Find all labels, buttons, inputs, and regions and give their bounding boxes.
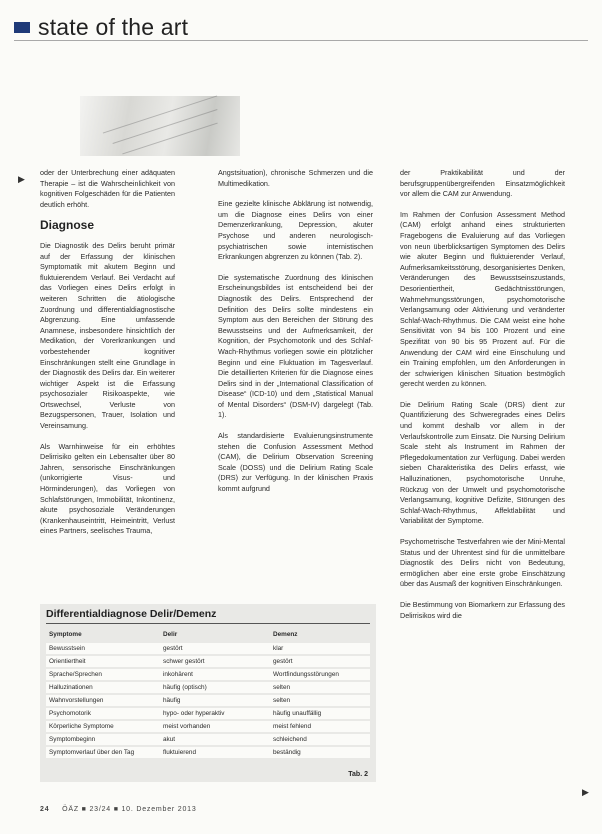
table-cell: beständig	[270, 747, 370, 758]
table-cell: klar	[270, 643, 370, 654]
table-row	[46, 695, 370, 706]
table-cell: häufig	[160, 695, 270, 706]
journal-issue: ÖÄZ ■ 23/24 ■ 10. Dezember 2013	[62, 806, 197, 813]
column-header: Delir	[163, 631, 178, 638]
table-row	[46, 669, 370, 680]
table-cell: akut	[160, 734, 270, 745]
table-row	[46, 643, 370, 654]
table-cell: häufig unauffällig	[270, 708, 370, 719]
table-cell: gestört	[270, 656, 370, 667]
article-photo	[80, 96, 240, 156]
paragraph: Eine gezielte klinische Abklärung ist notwendig, um die Diagnose eines Delirs von einer Demenzerkrankung, Depression, akuter Psychose und anderen neurologisch-psychiatrischen sowie internistischen Erkrankungen abgrenzen zu können (Tab. 2).	[218, 199, 373, 262]
table-cell: Wortfindungsstörungen	[270, 669, 370, 680]
section-title: state of the art	[38, 14, 189, 40]
table-cell: Psychomotorik	[46, 708, 160, 719]
header-square	[14, 22, 30, 33]
table-cell: Symptomverlauf über den Tag	[46, 747, 160, 758]
table-cell: selten	[270, 695, 370, 706]
paragraph: Die systematische Zuordnung des klinischen Erscheinungsbildes ist entscheidend bei der Diagnostik des Delirs. Entsprechend der Definition des Delirs sollte mindestens ein Symptom aus den Bereichen der Störung des Bewusstseins und der Aufmerksamkeit, der Kognition, der Psychomotorik und des Schlaf-Wach-Rhythmus vorliegen sowie ein plötzlicher Beginn und eine Fluktuation im Tagesverlauf. Die detaillierten Kriterien für die Diagnose eines Delirs sind in der „International Classification of Disease“ (ICD-10) und dem „Statistical Manual of Mental Disorders“ (DSM-IV) dargelegt (Tab. 1).	[218, 272, 373, 420]
table-title-rule	[46, 623, 370, 624]
paragraph: Im Rahmen der Confusion Assessment Method (CAM) erfolgt anhand eines strukturierten Fragebogens die Evaluierung auf das Vorliegen von neun überblicksartigen Symptomen des Delirs wie akuter Beginn und fluktuierender Verlauf, Aufmerksamkeitsstörung, desorganisiertes Denken, Veränderungen des Bewusstseinszustands, Desorientiertheit, Gedächtnisstörungen, Wahrnehmungsstörungen, psychomotorische Verlangsamung oder Aktivierung und veränderter Schlaf-Wach-Rhythmus. Die CAM weist eine hohe Sensitivität von 94 bis 100 Prozent und eine Spezifität von 90 bis 95 Prozent auf. Für die Anwendung der CAM wird eine Einschulung und ein Training empfohlen, um den Anforderungen in der schwierigen klinischen Situation bestmöglich gerecht werden zu können.	[400, 209, 565, 389]
table-cell: häufig (optisch)	[160, 682, 270, 693]
paragraph: Psychometrische Testverfahren wie der Mini-Mental Status und der Uhrentest sind für die unmittelbare Diagnostik des Delirs nicht von Bedeutung, ermöglichen aber eine erste grobe Einschätzung über das Ausmaß der kognitiven Einschränkungen.	[400, 537, 565, 589]
table-cell: meist vorhanden	[160, 721, 270, 732]
paragraph: Als Warnhinweise für ein erhöhtes Delirrisiko gelten ein Lebensalter über 80 Jahren, sensorische Einschränkungen (unkorrigierte Visus- und Hörminderungen), das Vorliegen von Schlafstörungen, Immobilität, Inkontinenz, akute psychosoziale Veränderungen (Krankenhauseintritt, Heimeintritt, Verlust eines Partners, seelisches Trauma,	[40, 441, 175, 536]
table-cell: selten	[270, 682, 370, 693]
page-number: 24	[40, 806, 50, 813]
paragraph: der Praktikabilität und der berufsgruppenübergreifenden Einsatzmöglichkeit vor allem die CAM zur Anwendung.	[400, 168, 565, 199]
text-column-2	[218, 168, 373, 505]
table-cell: Halluzinationen	[46, 682, 160, 693]
text-column-1	[40, 168, 175, 547]
table-cell: schleichend	[270, 734, 370, 745]
paragraph: Die Delirium Rating Scale (DRS) dient zur Quantifizierung des Schweregrades eines Delirs und kommt deshalb vor allem in der Verlaufskontrolle zum Einsatz. Die Nursing Delirium Scale steht als Instrument im Rahmen der Pflegedokumentation zur Verfügung. Dabei werden sieben Charakteristika des Delirs erfasst, wie Halluzinationen, psychomotorische Unruhe, Rückzug von der Umwelt und psychomotorische Verlangsamung, kognitive Defizite, Störungen des Schlaf-Wach-Rhythmus, Affektlabilität und Variabilität der Symptome.	[400, 399, 565, 526]
text-column-3	[400, 168, 565, 631]
paragraph: oder der Unterbrechung einer adäquaten Therapie – ist die Wahrscheinlichkeit von kognitiven Folgeschäden für die Patienten deutlich erhöht.	[40, 168, 175, 209]
table-label: Tab. 2	[348, 771, 368, 778]
table-cell: Bewusstsein	[46, 643, 160, 654]
table-row	[46, 747, 370, 758]
table-row	[46, 708, 370, 719]
paragraph: Angstsituation), chronische Schmerzen und die Multimedikation.	[218, 168, 373, 188]
table-cell: Orientiertheit	[46, 656, 160, 667]
continuation-marker-icon: ▶	[582, 787, 589, 797]
table-cell: inkohärent	[160, 669, 270, 680]
table-cell: Wahnvorstellungen	[46, 695, 160, 706]
table-cell: hypo- oder hyperaktiv	[160, 708, 270, 719]
table-cell: meist fehlend	[270, 721, 370, 732]
table-title: Differentialdiagnose Delir/Demenz	[46, 608, 217, 620]
page-footer	[40, 806, 197, 813]
table-row	[46, 721, 370, 732]
table-cell: Symptombeginn	[46, 734, 160, 745]
table-cell: schwer gestört	[160, 656, 270, 667]
section-heading-diagnose: Diagnose	[40, 218, 95, 233]
table-cell: Sprache/Sprechen	[46, 669, 160, 680]
column-header: Demenz	[273, 631, 298, 638]
table-cell: fluktuierend	[160, 747, 270, 758]
table	[46, 626, 370, 760]
differential-diagnosis-table	[40, 604, 376, 782]
table-row	[46, 656, 370, 667]
header-rule	[14, 40, 588, 41]
column-header: Symptome	[49, 631, 82, 638]
table-cell: Körperliche Symptome	[46, 721, 160, 732]
continuation-marker-icon: ▶	[18, 174, 25, 184]
paragraph: Die Diagnostik des Delirs beruht primär auf der Erfassung der klinischen Symptomatik mit akutem Beginn und fluktuierendem Verlauf. Bei Verdacht auf das Vorliegen eines Delirs erfolgt in weiteren Schritten die ätiologische Zuordnung und differentialdiagnostische Abgrenzung. Eine umfassende Anamnese, insbesondere hinsichtlich der Medikation, der Vorerkrankungen und vorbestehender kognitiver Einschränkungen stellt eine Grundlage in der Diagnostik des Delirs dar. Ein weiterer wichtiger Aspekt ist die Erfassung psychosozialer Risikoaspekte, wie Ortswechsel, Verluste von Bezugspersonen, Trauer, Isolation und Vereinsamung.	[40, 240, 175, 431]
table-row	[46, 682, 370, 693]
paragraph: Als standardisierte Evaluierungsinstrumente stehen die Confusion Assessment Method (CAM), die Delirium Observation Screening Scale (DOSS) und die Delirium Rating Scale (DRS) zur Verfügung. In der klinischen Praxis kommt aufgrund	[218, 431, 373, 494]
paragraph: Die Bestimmung von Biomarkern zur Erfassung des Delirrisikos wird die	[400, 599, 565, 620]
table-header-row	[46, 628, 370, 641]
table-row	[46, 734, 370, 745]
table-cell: gestört	[160, 643, 270, 654]
